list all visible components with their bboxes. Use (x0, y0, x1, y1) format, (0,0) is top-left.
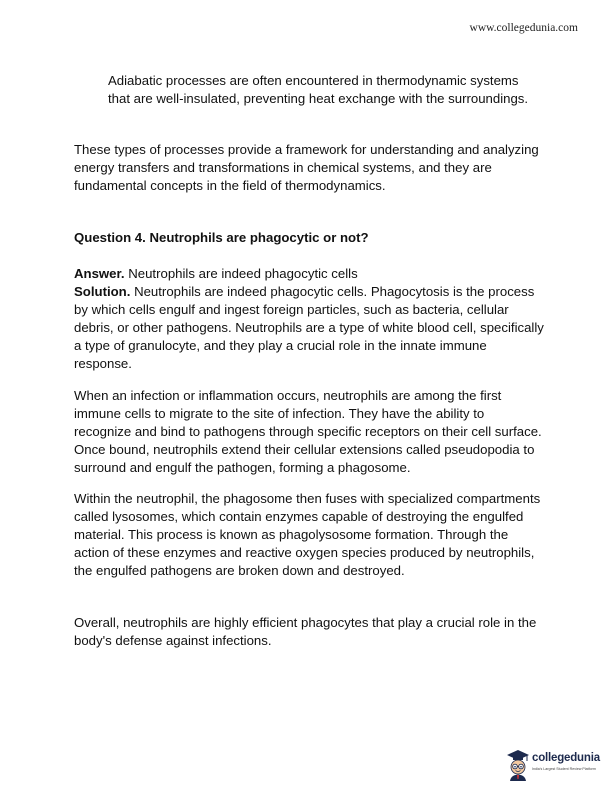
solution-text: Neutrophils are indeed phagocytic cells. Phagocytosis is the process by which cells engulf and ingest foreign particles, such as bacteria, cellular debris, or other pathogens. Neutrophils are a type of white blood cell, specifically a type of granulocyte, and they play a crucial role in the innate immune response. (74, 284, 544, 371)
logo-name: collegedunia (532, 752, 600, 764)
solution-label: Solution. (74, 284, 131, 299)
answer-text: Neutrophils are indeed phagocytic cells (124, 266, 358, 281)
overall-paragraph: Overall, neutrophils are highly efficient phagocytes that play a crucial role in the body's defense against infections. (74, 615, 537, 648)
mascot-icon (505, 748, 531, 782)
logo-tagline: India's Largest Student Review Platform (532, 767, 596, 771)
question-heading: Question 4. Neutrophils are phagocytic or not? (74, 230, 369, 245)
phagosome-paragraph: Within the neutrophil, the phagosome then fuses with specialized compartments called lysosomes, which contain enzymes capable of destroying the engulfed material. This process is known as phagolysosome formation. Through the action of these enzymes and reactive oxygen species produced by neutrophils, the engulfed pathogens are broken down and destroyed. (74, 491, 541, 578)
summary-paragraph: These types of processes provide a framework for understanding and analyzing energy transfers and transformations in chemical systems, and they are fundamental concepts in the field of thermodynamics. (74, 142, 539, 193)
answer-solution-paragraph (74, 265, 544, 373)
site-url[interactable]: www.collegedunia.com (469, 22, 578, 34)
adiabatic-note-paragraph: Adiabatic processes are often encountered in thermodynamic systems that are well-insulated, preventing heat exchange with the surroundings. (108, 73, 529, 106)
infection-paragraph: When an infection or inflammation occurs, neutrophils are among the first immune cells to migrate to the site of infection. They have the ability to recognize and bind to pathogens through specific receptors on their cell surface. Once bound, neutrophils extend their cellular extensions called pseudopodia to surround and engulf the pathogen, forming a phagosome. (74, 388, 542, 475)
collegedunia-logo[interactable] (505, 748, 605, 784)
answer-label: Answer. (74, 266, 125, 281)
